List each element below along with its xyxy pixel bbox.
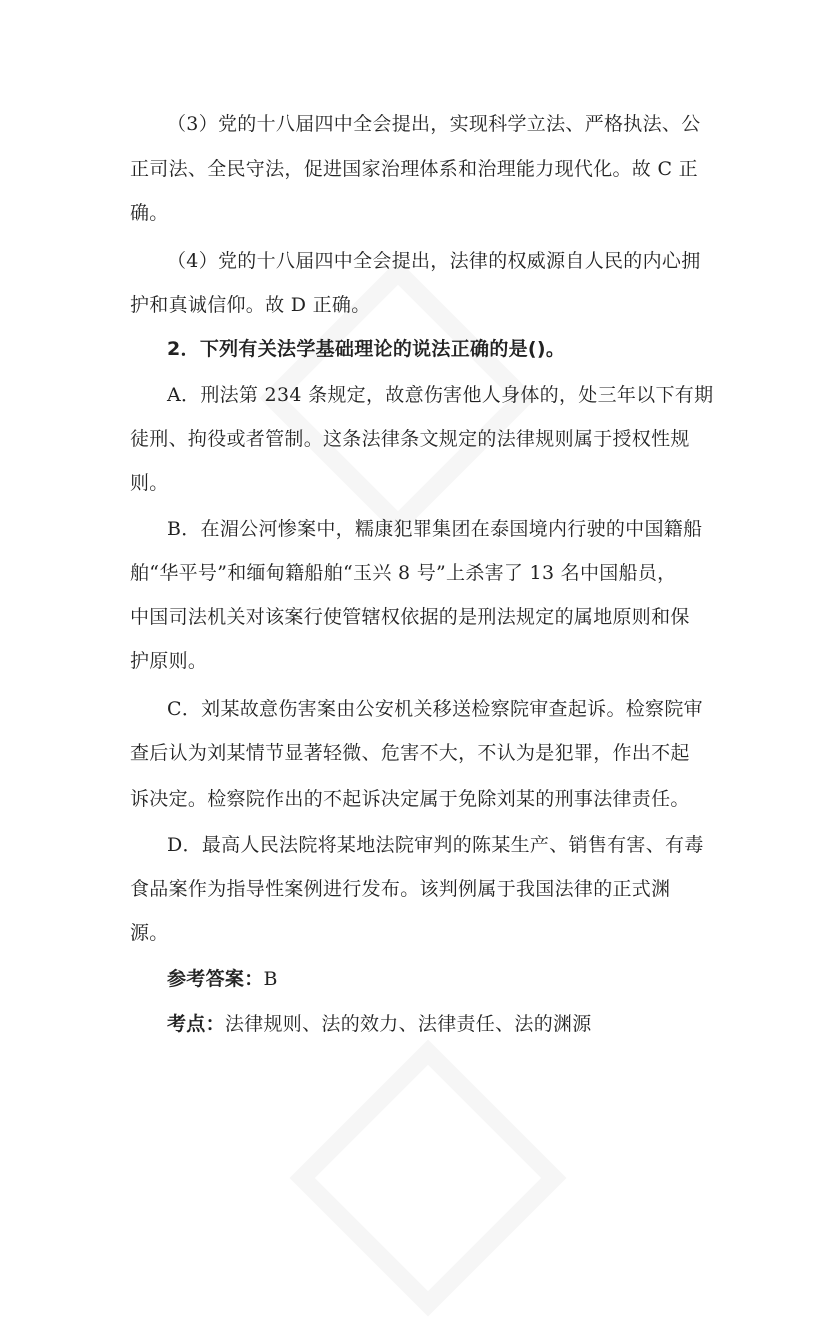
exam-points <box>167 1012 767 1036</box>
text-line: B．在湄公河惨案中，糯康犯罪集团在泰国境内行驶的中国籍船 <box>167 518 703 540</box>
text-line: D．最高人民法院将某地法院审判的陈某生产、销售有害、有毒 <box>167 834 704 856</box>
answer-label: 参考答案： <box>167 968 264 990</box>
answer-value: B <box>263 968 278 990</box>
text-line: 则。 <box>130 472 169 494</box>
text-line: （3）党的十八届四中全会提出，实现科学立法、严格执法、公 <box>167 113 701 135</box>
text-line: 徒刑、拘役或者管制。这条法律条文规定的法律规则属于授权性规 <box>130 428 690 450</box>
text-line: C．刘某故意伤害案由公安机关移送检察院审查起诉。检察院审 <box>167 698 703 720</box>
text-line: （4）党的十八届四中全会提出，法律的权威源自人民的内心拥 <box>167 250 701 272</box>
text-line: 食品案作为指导性案例进行发布。该判例属于我国法律的正式渊 <box>130 878 671 900</box>
reference-answer <box>167 967 767 991</box>
text-line: 正司法、全民守法，促进国家治理体系和治理能力现代化。故 C 正 <box>130 158 698 180</box>
text-line: 诉决定。检察院作出的不起诉决定属于免除刘某的刑事法律责任。 <box>130 788 690 810</box>
text-line: 护原则。 <box>130 650 208 672</box>
text-line: 源。 <box>130 922 169 944</box>
text-line: 查后认为刘某情节显著轻微、危害不大，不认为是犯罪，作出不起 <box>130 742 690 764</box>
text-line: A．刑法第 234 条规定，故意伤害他人身体的，处三年以下有期 <box>167 384 714 406</box>
question-2-title: 2．下列有关法学基础理论的说法正确的是()。 <box>167 338 566 360</box>
text-line: 确。 <box>130 202 169 224</box>
watermark-shape <box>289 1039 566 1316</box>
text-line: 中国司法机关对该案行使管辖权依据的是刑法规定的属地原则和保 <box>130 606 690 628</box>
text-line: 舶“华平号”和缅甸籍船舶“玉兴 8 号”上杀害了 13 名中国船员， <box>130 562 677 584</box>
text-line: 护和真诚信仰。故 D 正确。 <box>130 294 371 316</box>
points-label: 考点： <box>167 1013 225 1035</box>
points-value: 法律规则、法的效力、法律责任、法的渊源 <box>224 1013 592 1035</box>
